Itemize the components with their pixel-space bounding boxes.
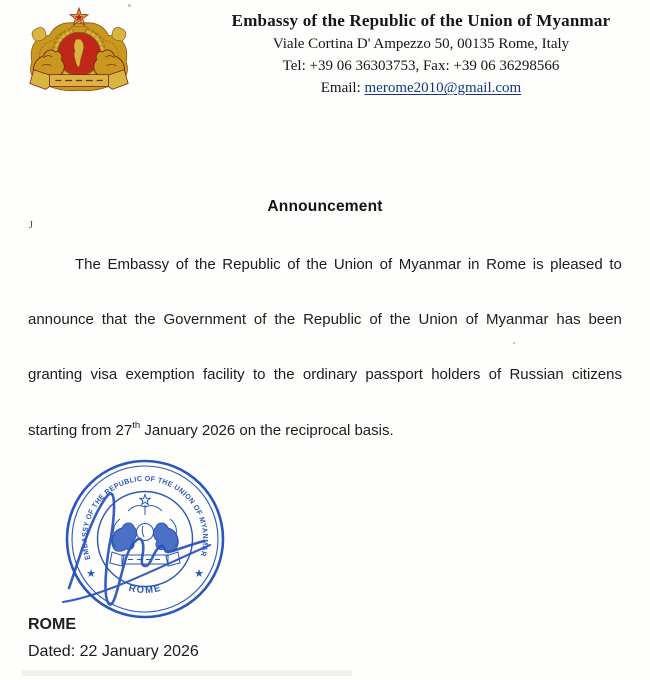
ordinal-superscript: th — [132, 420, 141, 431]
stamp-ring-text: EMBASSY OF THE REPUBLIC OF THE UNION OF MYANMAR — [79, 473, 211, 562]
place-name: ROME — [28, 616, 76, 633]
scan-artifact-mark: J — [29, 220, 33, 231]
embassy-address: Viale Cortina D' Ampezzo 50, 00135 Rome, Italy — [272, 36, 570, 52]
scan-smudge — [22, 670, 352, 676]
body-line-4 — [28, 421, 394, 439]
body-line-4-text: starting from 27 — [28, 422, 133, 439]
letterhead — [188, 9, 650, 99]
svg-text:ROME — [128, 583, 164, 597]
body-line-1: The Embassy of the Republic of the Union of Myanmar in Rome is pleased to — [75, 256, 622, 273]
document-title: Announcement — [267, 198, 383, 215]
scan-speck — [128, 4, 131, 7]
svg-text:EMBASSY OF THE REPUBLIC OF THE — [80, 474, 210, 561]
email-link[interactable]: merome2010@gmail.com — [364, 80, 522, 96]
stamp-seal-art — [110, 495, 180, 567]
dated-line: Dated: 22 January 2026 — [28, 643, 199, 660]
embassy-stamp — [58, 453, 242, 633]
stamp-bottom-text: ROME — [127, 582, 164, 597]
body-line-2: announce that the Government of the Republic of the Union of Myanmar has been — [28, 311, 622, 328]
myanmar-state-seal-icon — [20, 6, 138, 98]
body-line-3: granting visa exemption facility to the ordinary passport holders of Russian citizens — [28, 366, 622, 383]
email-label: Email: — [320, 80, 365, 96]
body-line-4-text: January 2026 on the reciprocal basis. — [140, 422, 394, 439]
embassy-name: Embassy of the Republic of the Union of Myanmar — [231, 11, 611, 30]
stamp-star-right-icon: ★ — [194, 568, 204, 580]
embassy-tel-fax: Tel: +39 06 36303753, Fax: +39 06 36298566 — [282, 58, 560, 74]
embassy-email-line — [188, 77, 650, 99]
scan-speck — [513, 342, 515, 344]
stamp-star-left-icon: ★ — [86, 568, 96, 580]
